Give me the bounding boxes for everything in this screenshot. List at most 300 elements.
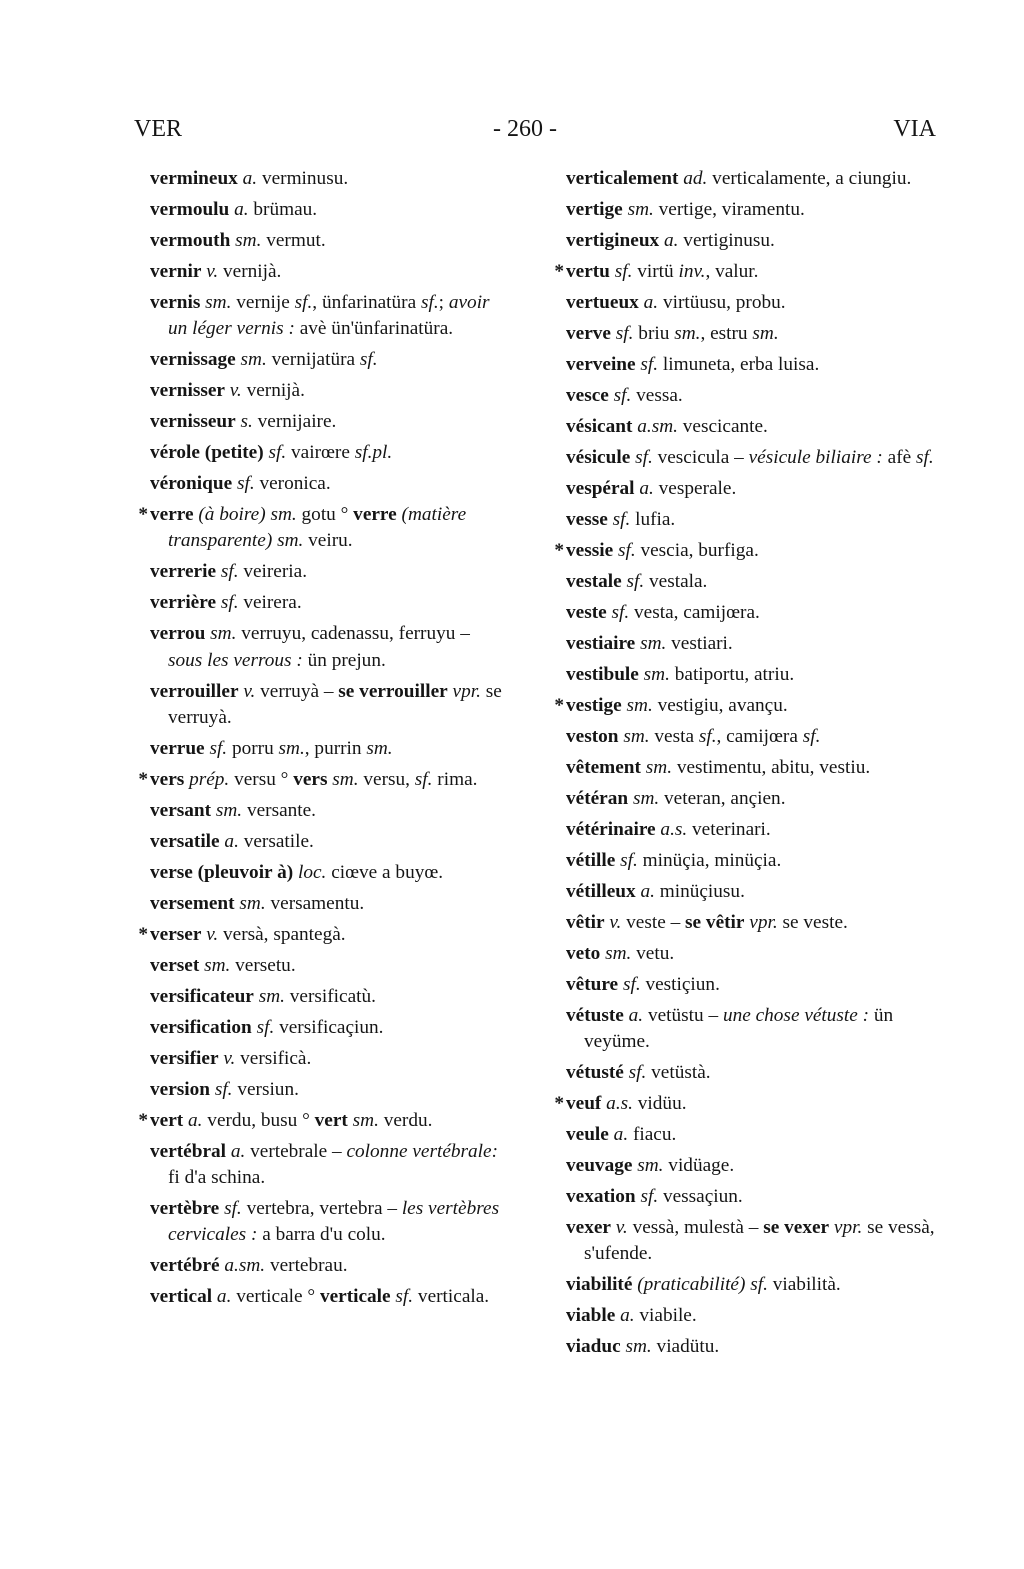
definition-text: a barra d'u colu. — [257, 1224, 386, 1246]
grammar-label: sf. — [395, 1286, 414, 1308]
headword: verset — [150, 954, 200, 976]
dictionary-entry — [566, 383, 938, 409]
headword: vestale — [566, 571, 622, 592]
grammar-label: ad. — [683, 168, 708, 189]
grammar-label: (praticabilité) sf. — [637, 1274, 768, 1296]
page-header — [0, 116, 1024, 150]
headword: versifier — [150, 1047, 219, 1069]
grammar-label: sf. — [420, 292, 439, 313]
headword: vernissage — [150, 349, 236, 371]
definition-text: versificà. — [235, 1047, 312, 1069]
definition-text: veteran, ançien. — [659, 788, 786, 809]
grammar-label: sm. — [235, 230, 262, 251]
definition-text: versu ° — [229, 768, 294, 790]
grammar-label: sf. — [256, 1016, 275, 1038]
dictionary-entry — [566, 879, 938, 905]
header-right-guideword: VIA — [893, 116, 936, 142]
dictionary-entry — [566, 755, 938, 781]
grammar-label: a. — [664, 230, 679, 251]
headword: verticale — [319, 1286, 391, 1308]
grammar-label: sm. — [605, 943, 632, 964]
definition-text: fiacu. — [628, 1124, 677, 1146]
definition-text: ün veyüme. — [584, 1005, 894, 1053]
headword: vétuste — [566, 1005, 624, 1026]
definition-text: virtü — [632, 261, 679, 282]
grammar-label: sf. — [615, 323, 634, 344]
definition-text: verticala. — [413, 1286, 490, 1308]
definition-text: vertebra, vertebra – — [241, 1198, 402, 1220]
dictionary-entry — [566, 910, 938, 936]
grammar-label: sf. — [612, 509, 631, 530]
headword: vexer — [566, 1217, 611, 1239]
dictionary-entry — [150, 347, 502, 373]
grammar-label: sm. — [632, 788, 660, 809]
definition-text: ciœve a buyœ. — [326, 861, 444, 883]
dictionary-entry — [150, 953, 502, 979]
headword: verveine — [566, 354, 636, 375]
headword: verrière — [150, 592, 216, 614]
headword: viabilité — [566, 1274, 633, 1296]
dictionary-entry — [150, 440, 502, 466]
dictionary-entry — [150, 1046, 502, 1072]
dictionary-entry — [566, 414, 938, 440]
dictionary-entry — [566, 507, 938, 533]
dictionary-entry — [138, 922, 502, 948]
grammar-label: s. — [240, 411, 253, 433]
definition-text: verticalamente, a ciungiu. — [707, 168, 912, 189]
grammar-label: sm. — [640, 633, 667, 654]
dictionary-entry — [138, 502, 502, 554]
grammar-label: sf. — [916, 447, 934, 468]
grammar-label: sm. — [215, 799, 243, 821]
definition-text: vertebrau. — [265, 1255, 348, 1277]
asterisk-mark: * — [138, 923, 148, 945]
dictionary-entry — [566, 1003, 938, 1055]
grammar-label: vpr. — [749, 912, 778, 933]
headword: vésicule — [566, 447, 631, 468]
definition-text: vermut. — [261, 230, 326, 251]
dictionary-entry — [566, 569, 938, 595]
definition-text: vernijà. — [218, 261, 282, 282]
definition-text: vetu. — [631, 943, 675, 964]
headword: viable — [566, 1305, 616, 1327]
grammar-label: sf. — [614, 261, 633, 282]
dictionary-entry — [566, 290, 938, 316]
definition-text: vestimentu, abitu, vestiu. — [672, 757, 871, 778]
headword: veste — [566, 602, 607, 623]
definition-text: se verruyà. — [168, 680, 502, 728]
headword: se verrouiller — [338, 680, 448, 702]
definition-text: briu — [633, 323, 675, 344]
definition-text: veterinari. — [687, 819, 771, 840]
grammar-label: sf. — [802, 726, 821, 747]
headword: verticalement — [566, 168, 679, 189]
definition-text: lufia. — [630, 509, 676, 530]
grammar-label: v. — [206, 261, 219, 282]
grammar-label: sf. — [611, 602, 630, 623]
grammar-label: sm. — [332, 768, 359, 790]
headword: vêtir — [566, 912, 605, 933]
dictionary-entry — [566, 1184, 938, 1210]
dictionary-entry — [150, 798, 502, 824]
grammar-label: vésicule biliaire : — [748, 447, 883, 468]
headword: vétilleux — [566, 881, 636, 902]
grammar-label: sm. — [625, 1336, 652, 1358]
definition-text: viabilità. — [767, 1274, 841, 1296]
grammar-label: sm. — [627, 199, 654, 220]
headword: vestibule — [566, 664, 639, 685]
dictionary-entry — [566, 724, 938, 750]
grammar-label: a. — [639, 478, 654, 499]
dictionary-entry — [566, 197, 938, 223]
headword: verrouiller — [150, 680, 239, 702]
headword: vers — [293, 768, 328, 790]
definition-text: vescia, burfiga. — [635, 540, 759, 561]
definition-text: veronica. — [254, 473, 331, 495]
definition-text: vescicula – — [652, 447, 749, 468]
definition-text: vestiçiun. — [640, 974, 720, 995]
headword: se vexer — [763, 1217, 830, 1239]
grammar-label: sm. — [366, 737, 393, 759]
definition-text: vertiginusu. — [678, 230, 775, 251]
definition-text: verruyà – — [255, 680, 339, 702]
headword: verser — [150, 923, 202, 945]
definition-text: ; — [438, 292, 449, 313]
grammar-label: v. — [206, 923, 219, 945]
dictionary-entry — [566, 1060, 938, 1086]
dictionary-entry — [150, 1015, 502, 1041]
headword: versatile — [150, 830, 220, 852]
right-column — [554, 166, 938, 1365]
definition-text: versu, — [358, 768, 415, 790]
definition-text: versatile. — [238, 830, 314, 852]
dictionary-entry — [566, 1334, 938, 1360]
grammar-label: sf. — [698, 726, 717, 747]
headword: vers — [150, 768, 185, 790]
dictionary-entry — [566, 476, 938, 502]
definition-text: minüçia, minüçia. — [637, 850, 782, 871]
definition-text: vestiari. — [666, 633, 733, 654]
grammar-label: v. — [229, 380, 242, 402]
headword: vert — [314, 1109, 348, 1131]
definition-text: vernije — [231, 292, 295, 313]
definition-text: minüçiusu. — [654, 881, 745, 902]
asterisk-mark: * — [138, 768, 148, 790]
definition-text: vestala. — [644, 571, 708, 592]
definition-text: versiun. — [232, 1078, 299, 1100]
definition-text: verminusu. — [257, 168, 349, 189]
dictionary-entry — [566, 1215, 938, 1267]
headword: vexation — [566, 1186, 636, 1208]
dictionary-entry — [150, 197, 502, 223]
headword: vestige — [566, 695, 622, 716]
headword: vétéran — [566, 788, 629, 809]
dictionary-entry — [566, 1153, 938, 1179]
grammar-label: a.s. — [660, 819, 688, 840]
dictionary-entry — [150, 621, 502, 673]
grammar-label: sf. — [268, 442, 287, 464]
header-left-guideword: VER — [134, 116, 182, 142]
dictionary-entry — [138, 1108, 502, 1134]
headword: vert — [150, 1109, 184, 1131]
grammar-label: a. — [628, 1005, 644, 1026]
grammar-label: sm. — [204, 954, 231, 976]
definition-text: vairœre — [286, 442, 355, 464]
asterisk-mark: * — [554, 261, 564, 282]
dictionary-entry — [150, 590, 502, 616]
asterisk-mark: * — [554, 695, 564, 716]
definition-text: porru — [227, 737, 279, 759]
definition-text: vernijà. — [241, 380, 305, 402]
dictionary-entry — [150, 559, 502, 585]
grammar-label: sm. — [352, 1109, 379, 1131]
definition-text: batiportu, atriu. — [669, 664, 795, 685]
grammar-label: a.s. — [606, 1093, 633, 1115]
dictionary-entry — [566, 1303, 938, 1329]
definition-text: versetu. — [230, 954, 296, 976]
asterisk-mark: * — [554, 1093, 564, 1115]
definition-text: vidüage. — [663, 1155, 735, 1177]
grammar-label: sf. — [617, 540, 636, 561]
asterisk-mark: * — [138, 1109, 148, 1131]
left-column — [138, 166, 502, 1315]
headword: verrue — [150, 737, 205, 759]
headword: vernir — [150, 261, 202, 282]
definition-text: se vessà, s'ufende. — [584, 1217, 935, 1265]
definition-text: versificatù. — [284, 985, 376, 1007]
dictionary-entry — [150, 679, 502, 731]
headword: vernisseur — [150, 411, 236, 433]
grammar-label: a. — [613, 1124, 629, 1146]
dictionary-entry — [566, 662, 938, 688]
definition-text: veiru. — [303, 530, 353, 552]
grammar-label: sf. — [359, 349, 378, 371]
headword: version — [150, 1078, 210, 1100]
definition-text: gotu ° — [296, 504, 354, 526]
definition-text: vestigiu, avançu. — [652, 695, 788, 716]
dictionary-entry — [566, 848, 938, 874]
grammar-label: a.sm. — [637, 416, 678, 437]
definition-text: vetüstà. — [646, 1062, 711, 1084]
definition-text: vetüstu – — [643, 1005, 723, 1026]
dictionary-entry — [566, 786, 938, 812]
grammar-label: sf. — [220, 592, 239, 614]
headword: véronique — [150, 473, 233, 495]
grammar-label: sm. — [278, 737, 305, 759]
grammar-label: colonne vertébrale: — [346, 1140, 498, 1162]
headword: vêture — [566, 974, 619, 995]
headword: veston — [566, 726, 619, 747]
headword: verre — [353, 504, 397, 526]
definition-text: vessà, mulestà – — [627, 1217, 764, 1239]
grammar-label: sm. — [258, 985, 285, 1007]
grammar-label: sm. — [239, 892, 266, 914]
grammar-label: sous les verrous : — [168, 649, 303, 671]
dictionary-entry — [566, 321, 938, 347]
asterisk-mark: * — [138, 504, 148, 526]
headword: vêtement — [566, 757, 641, 778]
headword: verve — [566, 323, 611, 344]
definition-text: versà, spantegà. — [218, 923, 346, 945]
grammar-label: sm. — [643, 664, 670, 685]
dictionary-entry — [566, 600, 938, 626]
dictionary-entry — [150, 228, 502, 254]
headword: vérole (petite) — [150, 442, 264, 464]
definition-text: , camijœra — [716, 726, 803, 747]
definition-text: vesta, camijœra. — [629, 602, 760, 623]
grammar-label: sm. — [210, 623, 237, 645]
dictionary-entry — [554, 538, 938, 564]
headword: verse (pleuvoir à) — [150, 861, 294, 883]
headword: vermineux — [150, 168, 238, 189]
definition-text: vidüu. — [632, 1093, 687, 1115]
headword: vertueux — [566, 292, 639, 313]
definition-text: vertebrale – — [245, 1140, 347, 1162]
definition-text: vescicante. — [677, 416, 768, 437]
headword: se vêtir — [685, 912, 745, 933]
dictionary-entry — [150, 984, 502, 1010]
definition-text: verdu, busu ° — [202, 1109, 315, 1131]
headword: vétille — [566, 850, 616, 871]
dictionary-entry — [150, 378, 502, 404]
dictionary-entry — [566, 445, 938, 471]
grammar-label: sf. — [613, 385, 632, 406]
grammar-label: sf. — [640, 1186, 659, 1208]
grammar-label: sf. — [224, 1198, 242, 1220]
grammar-label: sf. — [236, 473, 255, 495]
headword: veuf — [566, 1093, 602, 1115]
headword: versement — [150, 892, 235, 914]
dictionary-entry — [150, 166, 502, 192]
grammar-label: sm. — [674, 323, 701, 344]
definition-text: vertige, viramentu. — [653, 199, 805, 220]
dictionary-entry — [566, 941, 938, 967]
definition-text: avè ün'ünfarinatüra. — [294, 318, 454, 340]
dictionary-entry — [554, 1091, 938, 1117]
headword: veule — [566, 1124, 609, 1146]
definition-text: vesperale. — [653, 478, 737, 499]
dictionary-entry — [150, 1196, 502, 1248]
definition-text: vessa. — [631, 385, 683, 406]
definition-text: , ünfarinatüra — [312, 292, 421, 313]
grammar-label: inv. — [678, 261, 706, 282]
headword: vertébré — [150, 1255, 220, 1277]
grammar-label: (à boire) sm. — [198, 504, 297, 526]
dictionary-entry — [566, 817, 938, 843]
dictionary-entry — [150, 290, 502, 342]
dictionary-entry — [554, 259, 938, 285]
dictionary-entry — [566, 1272, 938, 1298]
grammar-label: sm. — [623, 726, 650, 747]
grammar-label: v. — [615, 1217, 628, 1239]
headword: veto — [566, 943, 601, 964]
definition-text: viadütu. — [651, 1336, 720, 1358]
definition-text: , estru — [700, 323, 753, 344]
definition-text: se veste. — [777, 912, 848, 933]
headword: vesse — [566, 509, 608, 530]
definition-text: verticale ° — [231, 1286, 320, 1308]
definition-text: virtüusu, probu. — [658, 292, 786, 313]
definition-text: , valur. — [705, 261, 759, 282]
headword: vesce — [566, 385, 609, 406]
definition-text: rima. — [432, 768, 478, 790]
dictionary-entry — [566, 166, 938, 192]
grammar-label: sf. — [622, 974, 641, 995]
dictionary-entry — [150, 409, 502, 435]
grammar-label: a. — [640, 881, 655, 902]
grammar-label: a. — [216, 1286, 232, 1308]
definition-text: veireria. — [238, 561, 308, 583]
definition-text: vessaçiun. — [658, 1186, 743, 1208]
grammar-label: les vertèbres cervicales : — [168, 1198, 500, 1246]
asterisk-mark: * — [554, 540, 564, 561]
grammar-label: sf. — [635, 447, 653, 468]
headword: vertébral — [150, 1140, 227, 1162]
headword: verre — [150, 504, 194, 526]
definition-text: verruyu, cadenassu, ferruyu – — [236, 623, 470, 645]
grammar-label: sf. — [214, 1078, 233, 1100]
grammar-label: prép. — [189, 768, 230, 790]
headword: vétusté — [566, 1062, 624, 1084]
dictionary-entry — [566, 631, 938, 657]
dictionary-entry — [566, 1122, 938, 1148]
headword: vernisser — [150, 380, 225, 402]
grammar-label: sf. — [628, 1062, 647, 1084]
grammar-label: a. — [224, 830, 239, 852]
definition-text: fi d'a schina. — [168, 1167, 266, 1189]
headword: vermouth — [150, 230, 231, 251]
grammar-label: sm. — [645, 757, 673, 778]
headword: veuvage — [566, 1155, 633, 1177]
dictionary-entry — [150, 259, 502, 285]
headword: viaduc — [566, 1336, 621, 1358]
grammar-label: sf. — [220, 561, 239, 583]
dictionary-entry — [554, 693, 938, 719]
dictionary-entry — [150, 1139, 502, 1191]
grammar-label: sf. — [626, 571, 645, 592]
grammar-label: sm. — [205, 292, 232, 313]
grammar-label: v. — [223, 1047, 236, 1069]
definition-text: veirera. — [238, 592, 302, 614]
dictionary-entry — [566, 972, 938, 998]
dictionary-entry — [150, 891, 502, 917]
definition-text: versante. — [242, 799, 317, 821]
definition-text: veste – — [621, 912, 686, 933]
dictionary-entry — [150, 860, 502, 886]
headword: vertigineux — [566, 230, 660, 251]
grammar-label: avoir un léger vernis : — [168, 292, 490, 340]
headword: vertical — [150, 1286, 213, 1308]
grammar-label: a. — [188, 1109, 203, 1131]
grammar-label: sm. — [637, 1155, 664, 1177]
headword: vespéral — [566, 478, 635, 499]
headword: versificateur — [150, 985, 254, 1007]
grammar-label: v. — [609, 912, 622, 933]
grammar-label: sf. — [294, 292, 313, 313]
dictionary-entry — [150, 1284, 502, 1310]
grammar-label: (matière transparente) sm. — [168, 504, 467, 552]
definition-text: verdu. — [378, 1109, 433, 1131]
dictionary-entry — [138, 767, 502, 793]
grammar-label: sf.pl. — [354, 442, 393, 464]
definition-text: versificaçiun. — [274, 1016, 384, 1038]
grammar-label: a. — [620, 1305, 635, 1327]
grammar-label: sm. — [626, 695, 653, 716]
headword: vestiaire — [566, 633, 636, 654]
grammar-label: vpr. — [452, 680, 481, 702]
definition-text: viabile. — [634, 1305, 697, 1327]
definition-text: vesta — [649, 726, 699, 747]
